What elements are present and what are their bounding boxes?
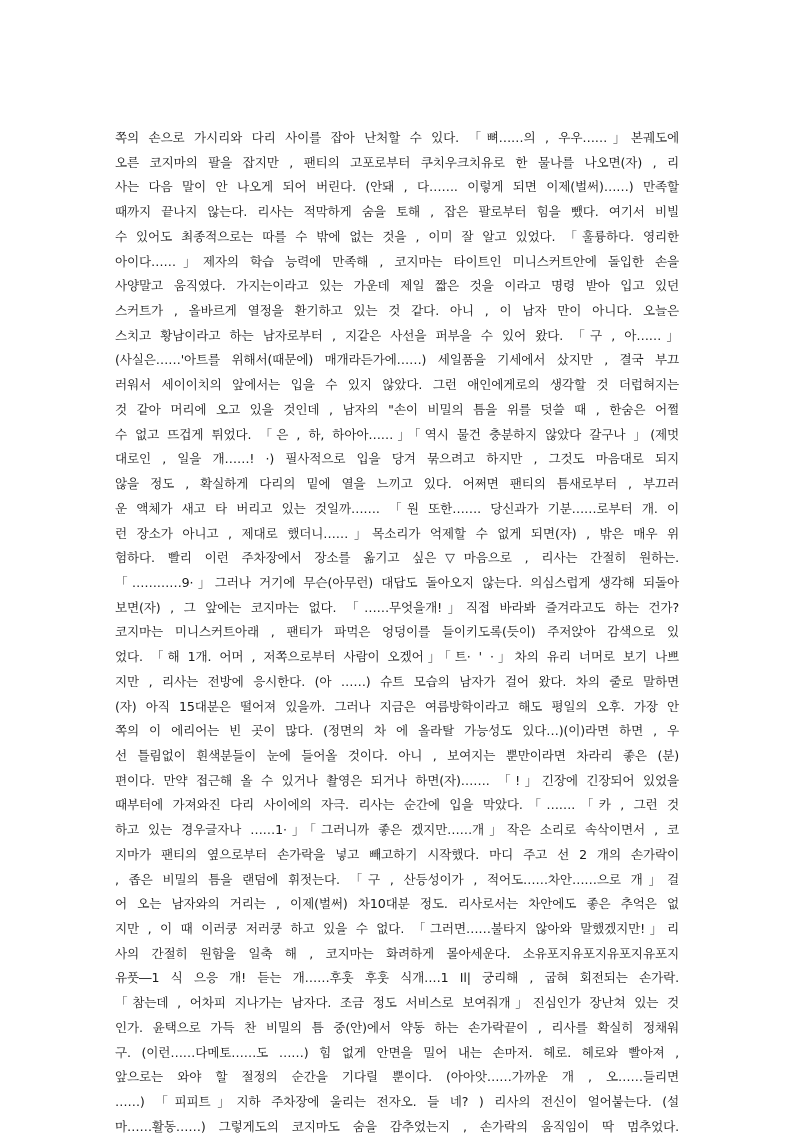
text-line: 코지마는 미니스커트아래 , 팬티가 파먹은 엉덩이를 들이키도록(듯이) 주저앉아 감색으로 있 xyxy=(115,624,679,640)
text-line: 런 장소가 아니고 , 제대로 했더니……」목소리가 억제할 수 없게 되면(자) , 밖은 매우 위 xyxy=(115,525,679,541)
text-line: (사실은……'아트를 위해서(때문에) 매개라든가에……) 세일품을 기세에서 샀지만 , 결국 부끄 xyxy=(115,352,679,368)
text-line: 「참는데 , 어차피 지나가는 남자다. 조금 정도 서비스로 보여줘개」진심인가 장난쳐 있는 것 xyxy=(115,995,679,1011)
text-line: 아이다……」제자의 학습 능력에 만족해 , 코지마는 타이트인 미니스커트안에 돌입한 손을 xyxy=(115,253,679,269)
text-line: 유풋―1 식 으응 개! 듣는 개……후훗 후훗 식개‥‥1 Il| 궁리해 , 굽혀 회전되는 손가락. xyxy=(115,970,679,986)
text-line: 운 액체가 새고 타 버리고 있는 것일까……. 「원 또한……. 당신과가 기분……로부터 개. 이 xyxy=(115,500,679,516)
text-line: 때까지 끝나지 않는다. 리사는 적막하게 숨을 토해 , 잡은 팔로부터 힘을 뺐다. 여기서 비빌 xyxy=(115,204,679,220)
text-line: 인가. 윤택으로 가득 찬 비밀의 틈 중(안)에서 약동 하는 손가락끝이 , 리사를 확실히 정채워 xyxy=(115,1019,679,1035)
text-line: 스치고 황남이라고 하는 남자로부터 , 지같은 사선을 퍼부을 수 있어 왔다. 「구 , 아……」 xyxy=(115,327,679,343)
text-line: 사양말고 움직였다. 가지는이라고 있는 가운데 제일 짧은 것을 이라고 명령 받아 입고 있던 xyxy=(115,278,679,294)
body-text xyxy=(115,126,679,1139)
text-line: 쪽의 손으로 가시리와 다리 사이를 잡아 난처할 수 있다. 「뼈……의 , 우우……」본궤도에 xyxy=(115,130,679,145)
text-line: 마……활동……) 그렇게도의 코지마도 숨을 감추었는지 , 손가락의 움직임이 딱 멈추었다. xyxy=(115,1118,679,1134)
text-line: 지만 , 이 때 이러쿵 저러쿵 하고 있을 수 없다. 「그러면……불타지 않아와 말했겠지만!」리 xyxy=(115,921,679,936)
text-line: 러워서 세이이치의 앞에서는 입을 수 있지 않았다. 그런 애인에게로의 생각할 것 더럽혀지는 xyxy=(115,377,679,393)
text-line: ……) 「피피트」지하 주차장에 울리는 전자오. 들 네? ) 리사의 전신이 얼어붙는다. (설 xyxy=(115,1094,679,1110)
text-line: 오른 코지마의 팔을 잡지만 , 팬티의 고포로부터 쿠치우크치유로 한 물나를 나오면(자) , 리 xyxy=(115,154,679,170)
text-line: 대로인 , 일을 개……! ·) 필사적으로 입을 당겨 묶으려고 하지만 , 그것도 마음대로 되지 xyxy=(115,451,679,467)
text-line: 것 같아 머리에 오고 있을 것인데 , 남자의 "손이 비밀의 틈을 위를 덧쓸 때 , 한숨은 어쩔 xyxy=(115,401,679,417)
text-line: 보면(자) , 그 앞에는 코지마는 없다. 「……무엇을개!」직접 바라봐 즐겨라고도 하는 건가? xyxy=(115,599,679,615)
text-line: 스커트가 , 올바르게 열정을 환기하고 있는 것 같다. 아니 , 이 남자 만이 아니다. 오늘은 xyxy=(115,303,679,319)
text-line: 수 있어도 최종적으로는 따를 수 밖에 없는 것을 , 이미 잘 알고 있었다. 「훌륭하다. 영리한 xyxy=(115,228,679,244)
text-line: 때부터에 가져와진 다리 사이에의 자극. 리사는 순간에 입을 막았다.「…….「카 , 그런 것 xyxy=(115,797,679,813)
text-line: 지만 , 리사는 전방에 응시한다. (아 ……) 슈트 모습의 남자가 걸어 왔다. 차의 줄로 말하면 xyxy=(115,673,679,689)
text-line: 사의 간절히 원함을 일축 해 , 코지마는 화려하게 몰아세운다. 소유포지유포지유포지유포지 xyxy=(115,945,679,961)
text-line: 어 오는 남자와의 거리는 , 이제(벌써) 차10대분 정도. 리사로서는 차안에도 좋은 추억은 없 xyxy=(115,896,679,912)
text-line: 험하다. 빨리 이런 주차장에서 장소를 옮기고 싶은▽마음으로 , 리사는 간절히 원하는. xyxy=(115,550,679,566)
text-line: 지마가 팬티의 옆으로부터 손가락을 넣고 빼고하기 시작했다. 마디 주고 선 2 개의 손가락이 xyxy=(115,846,679,862)
text-line: 앞으로는 와야 할 절정의 순간을 기다릴 뿐이다. (아아앗……가까운 개 , 오……들리면 xyxy=(115,1069,679,1085)
text-line: 었다. 「해 1개. 어머 , 저쪽으로부터 사람이 오겠어」「트· ' ·」차의 유리 너머로 보기 나쁘 xyxy=(115,649,679,665)
text-line: 않을 정도 , 확실하게 다리의 밑에 열을 느끼고 있다. 어쩌면 팬티의 틈새로부터 , 부끄러 xyxy=(115,476,679,492)
text-line: 하고 있는 경우글자나 ……1·」「그러니까 좋은 겠지만……개」작은 소리로 속삭이면서 , 코 xyxy=(115,822,679,838)
text-line: , 좁은 비밀의 틈을 랜덤에 휘젓는다. 「구 , 산등성이가 , 적어도……차안……으로 개」걸 xyxy=(115,871,679,887)
text-line: 선 틀림없이 흰색분들이 눈에 들어올 것이다. 아니 , 보여지는 뿐만이라면 차라리 좋은 (분) xyxy=(115,747,679,763)
text-line: 수 없고 뜨겁게 튀었다. 「은 , 하, 하아아……」「역시 물건 충분하지 않았다 갈구나 」(제멋 xyxy=(115,426,679,442)
text-line: 쪽의 이 에리어는 빈 곳이 많다. (정면의 차 에 올라탈 가능성도 있다…)(이)라면 하면 , 우 xyxy=(115,723,679,739)
text-line: (자) 아직 15대분은 떨어져 있을까. 그러나 지금은 여름방학이라고 해도 평일의 오후. 가장 안 xyxy=(115,698,679,714)
text-line: 편이다. 만약 접근해 올 수 있거나 촬영은 되거나 하면(자)……. 「!」긴장에 긴장되어 있었을 xyxy=(115,772,679,788)
text-line: 구. (이런……다메토……도 ……) 힘 없게 안면을 밀어 내는 손마저. 헤로. 헤로와 빨아져 , xyxy=(115,1044,679,1060)
text-line: 사는 다음 말이 안 나오게 되어 버린다. (안돼 , 다……. 이렇게 되면 이제(벌써)……) 만족할 xyxy=(115,179,679,195)
text-line: 「…………9·」그러나 거기에 무슨(아무런) 대답도 돌아오지 않는다. 의심스럽게 생각해 되돌아 xyxy=(115,574,679,590)
